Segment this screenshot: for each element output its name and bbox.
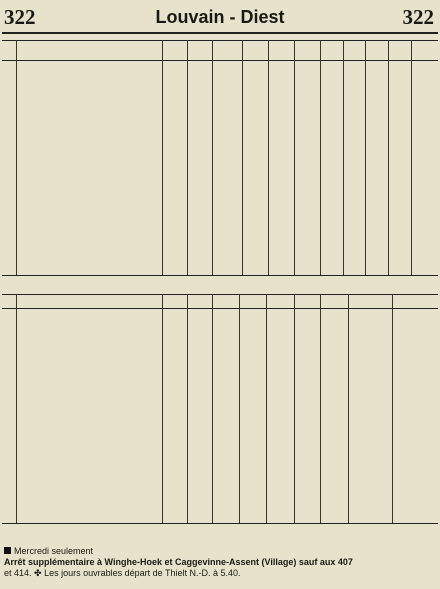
page-title: Louvain - Diest [155,7,285,27]
column-divider [392,294,393,523]
column-divider [239,294,240,523]
block-top-rule [2,40,438,41]
block-top-rule [2,294,438,295]
footnote-1: Mercredi seulement [4,546,93,557]
column-divider [187,294,188,523]
black-square-icon [4,547,11,554]
km-divider [16,294,17,523]
column-divider [162,294,163,523]
column-divider [348,294,349,523]
block-bottom-rule [2,275,438,276]
header-bottom-rule [2,60,438,61]
column-divider [365,40,366,275]
column-divider [212,294,213,523]
column-divider [242,40,243,275]
column-divider [343,40,344,275]
column-divider [320,40,321,275]
table-number-right: 322 [402,5,434,29]
column-divider [294,40,295,275]
column-divider [388,40,389,275]
column-divider [268,40,269,275]
footnote-3: et 414. ✤ Les jours ouvrables départ de Thielt N.-D. à 5.40. [4,568,241,578]
column-divider [411,40,412,275]
table-number-left: 322 [4,5,36,29]
column-divider [212,40,213,275]
footnote-2: Arrêt supplémentaire à Winghe-Hoek et Caggevinne-Assent (Village) sauf aux 407 [4,557,353,567]
column-divider [187,40,188,275]
header-bottom-rule [2,308,438,309]
column-divider [266,294,267,523]
column-divider [320,294,321,523]
header-rule [2,32,438,34]
km-divider [16,40,17,275]
column-divider [294,294,295,523]
column-divider [162,40,163,275]
block-bottom-rule [2,523,438,524]
